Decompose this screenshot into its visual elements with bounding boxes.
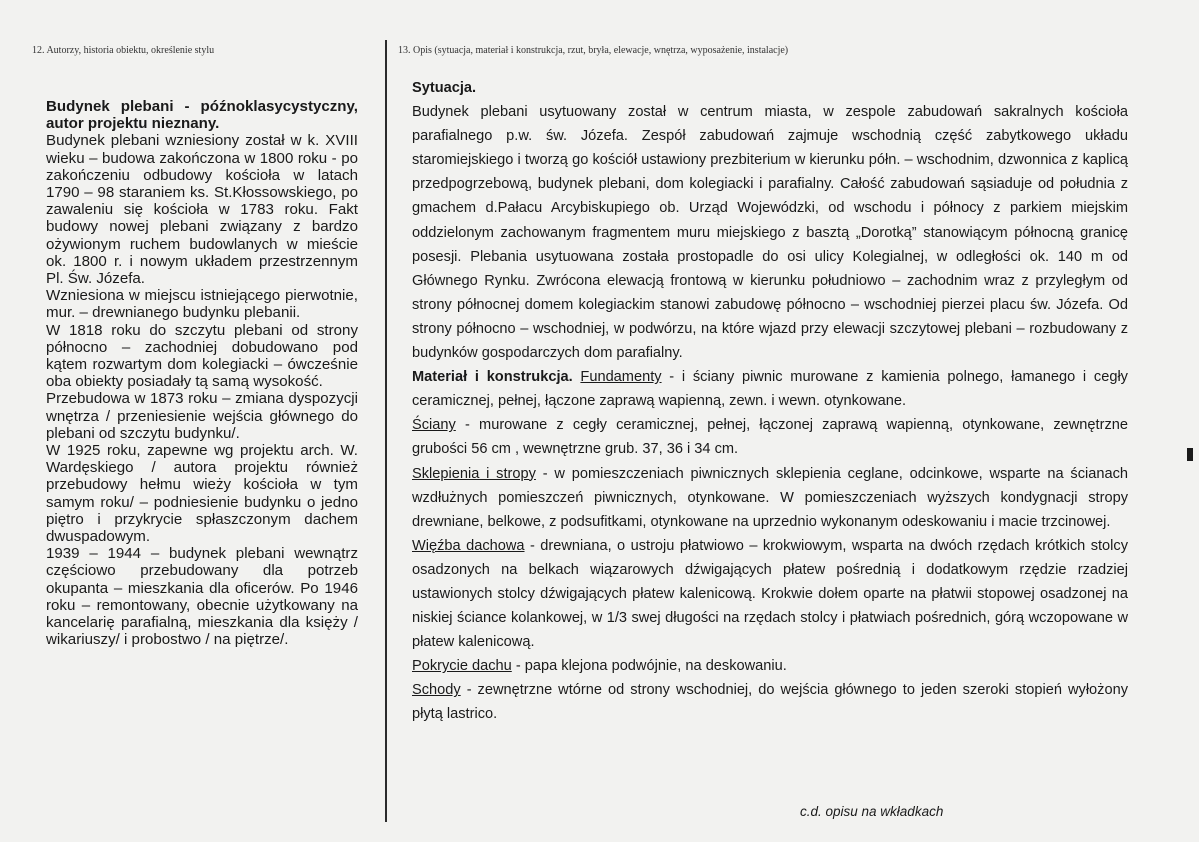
left-section-header: 12. Autorzy, historia obiektu, określenie stylu xyxy=(32,45,215,56)
description-column xyxy=(412,76,1128,727)
pokrycie-text: - papa klejona podwójnie, na deskowaniu. xyxy=(511,658,787,675)
fundamenty-text: - i ściany piwnic murowane z kamienia polnego, łamanego i cegły ceramicznej, pełnej, łączone zaprawą wapienną, zewn. i wewn. otynkowane. xyxy=(412,369,1128,410)
history-paragraph-6: 1939 – 1944 – budynek plebani wewnątrz częściowo przebudowany dla potrzeb okupanta – mieszkania dla oficerów. Po 1946 roku – remontowany, obecnie użytkowany na kancelarię parafialną, mieszkania dla księży / wikariuszy/ i probostwo / na piętrze/. xyxy=(46,545,358,649)
schody-text: - zewnętrzne wtórne od strony wschodniej, do wejścia głównego to jeden szeroki stopień wyłożony płytą lastrico. xyxy=(412,682,1128,723)
sciany-text: - murowane z cegły ceramicznej, pełnej, łączonej zaprawą wapienną, otynkowane, zewnętrzne grubości 56 cm , wewnętrzne grub. 37, 36 i 34 cm. xyxy=(412,417,1128,458)
sytuacja-text: Budynek plebani usytuowany został w centrum miasta, w zespole zabudowań sakralnych kościoła parafialnego p.w. św. Józefa. Zespół zabudowań zajmuje wschodnią część zabytkowego układu staromiejskiego i tworzą go kościół ustawiony prezbiterium w kierunku półn. – wschodnim, dzwonnica z kaplicą przedpogrzebową, budynek plebani, dom kolegiacki i parafialny. Całość zabudowań sąsiaduje od południa z gmachem d.Pałacu Arcybiskupiego ob. Urząd Wojewódzki, od wschodu i północy z parkiem miejskim oddzielonym zachowanym fragmentem muru miejskiego z basztą „Dorotką” stanowiącym północną granicę posesji. Plebania usytuowana została prostopadle do osi ulicy Kolegialnej, w odległości ok. 140 m od Głównego Rynku. Zwrócona elewacją frontową w kierunku południowo – zachodnim wraz z przyległym od strony północnej domem kolegiackim stanowi zabudowę północno – wschodniej pierzei placu św. Józefa. Od strony północno – wschodniej, w podwórzu, na które wjazd przy elewacji szczytowej plebani – rozbudowany z budynków gospodarczych dom parafialny. xyxy=(412,104,1128,362)
right-section-header: 13. Opis (sytuacja, materiał i konstrukcja, rzut, bryła, elewacje, wnętrza, wyposażenie, instalacje) xyxy=(398,45,789,56)
wiezba-label: Więźba dachowa xyxy=(412,537,525,554)
style-paragraph: Budynek plebani - późnoklasycystyczny, autor projektu nieznany. xyxy=(46,98,358,133)
history-paragraph-3: W 1818 roku do szczytu plebani od strony północno – zachodniej dobudowano pod kątem rozwartym dom kolegiacki – ówcześnie oba obiekty posiadały tą samą wysokość. xyxy=(46,321,358,391)
material-heading: Materiał i konstrukcja. xyxy=(412,369,573,386)
material-paragraph xyxy=(412,365,1128,413)
sytuacja-heading: Sytuacja. xyxy=(412,80,477,96)
column-divider xyxy=(385,40,387,822)
history-column xyxy=(46,98,358,649)
edge-mark xyxy=(1187,448,1193,461)
pokrycie-label: Pokrycie dachu xyxy=(412,658,512,675)
wiezba-text: - drewniana, o ustroju płatwiowo – krokwiowym, wsparta na dwóch rzędach krótkich stolcy osadzonych na belkach wiązarowych dźwigających płatew pośrednią i dodatkowym rzędzie rzadziej ustawionych stolcy dźwigających płatew kalenicową. Krokwie dołem oparte na płatwii stopowej osadzonej na niskiej ściance kolankowej, w 1/3 swej długości na rzędach stolcy i płatwiach pośrednich, górą wczopowane w płatew kalenicową. xyxy=(412,537,1128,651)
sciany-label: Ściany xyxy=(412,417,456,434)
pokrycie-paragraph xyxy=(412,654,1128,678)
sciany-paragraph xyxy=(412,413,1128,461)
history-paragraph-4: Przebudowa w 1873 roku – zmiana dyspozycji wnętrza / przeniesienie wejścia głównego do plebani od szczytu budynku/. xyxy=(46,390,358,442)
sklepienia-paragraph xyxy=(412,462,1128,534)
sklepienia-text: - w pomieszczeniach piwnicznych sklepienia ceglane, odcinkowe, wsparte na ścianach wzdłużnych pomieszczeń piwnicznych, otynkowane. W pomieszczeniach wyższych kondygnacji stropy drewniane, belkowe, z podsufitkami, otynkowane na uprzednio wykonanym odeskowaniu i macie trzcinowej. xyxy=(412,465,1128,530)
continuation-note: c.d. opisu na wkładkach xyxy=(800,804,944,819)
fundamenty-label: Fundamenty xyxy=(580,369,662,386)
wiezba-paragraph xyxy=(412,534,1128,654)
history-paragraph-2: Wzniesiona w miejscu istniejącego pierwotnie, mur. – drewnianego budynku plebanii. xyxy=(46,287,358,322)
schody-label: Schody xyxy=(412,682,461,699)
sklepienia-label: Sklepienia i stropy xyxy=(412,465,536,482)
schody-paragraph xyxy=(412,678,1128,726)
history-paragraph-5: W 1925 roku, zapewne wg projektu arch. W. Wardęskiego / autora projektu również przebudowy hełmu wieży kościoła w tym samym roku/ – podniesienie budynku o jedno piętro i przykrycie spłaszczonym dachem dwuspadowym. xyxy=(46,442,358,546)
history-paragraph-1: Budynek plebani wzniesiony został w k. XVIII wieku – budowa zakończona w 1800 roku - po zakończeniu odbudowy kościoła w latach 1790 – 98 staraniem ks. St.Kłossowskiego, po zawaleniu się kościoła w 1783 roku. Fakt budowy nowej plebani związany z bardzo ożywionym ruchem budowlanych w mieście ok. 1800 r. i nowym układem przestrzennym Pl. Św. Józefa. xyxy=(46,132,358,288)
